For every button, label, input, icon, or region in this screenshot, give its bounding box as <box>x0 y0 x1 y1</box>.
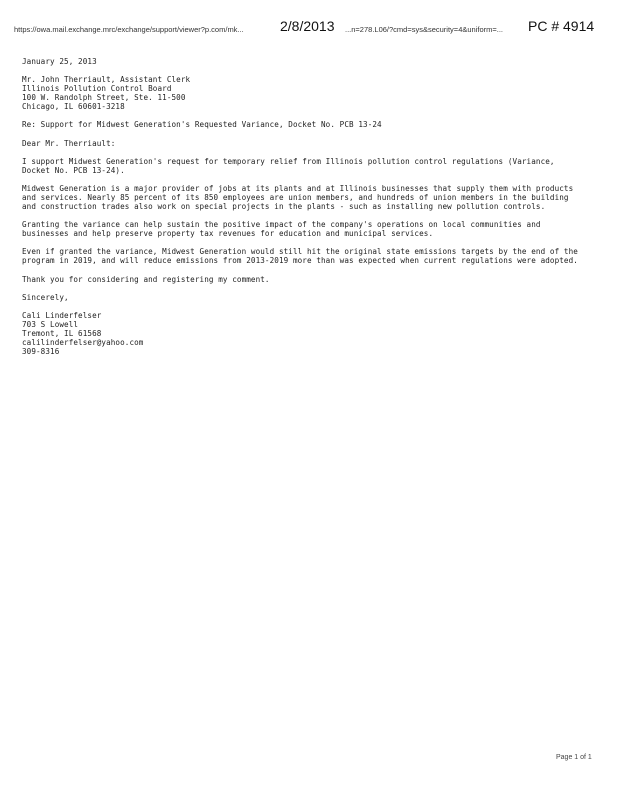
letter-body <box>22 57 582 365</box>
signature-line: 309-8316 <box>22 347 60 357</box>
signature-line: Cali Linderfelser <box>22 310 102 320</box>
signature-block <box>22 311 582 356</box>
letter-date: January 25, 2013 <box>22 57 97 66</box>
paragraph: I support Midwest Generation's request for temporary relief from Illinois pollution control regulations (Variance, Docket No. PCB 13-24). <box>22 156 560 175</box>
header-date: 2/8/2013 <box>280 18 335 34</box>
subject-line: Re: Support for Midwest Generation's Requested Variance, Docket No. PCB 13-24 <box>22 120 382 130</box>
salutation: Dear Mr. Therriault: <box>22 138 116 148</box>
header-url-left: https://owa.mail.exchange.mrc/exchange/support/viewer?p.com/mk... <box>14 25 244 34</box>
signature-line: calilinderfelser@yahoo.com <box>22 337 144 347</box>
paragraph: Thank you for considering and registering my comment. <box>22 274 270 284</box>
paragraph: Even if granted the variance, Midwest Generation would still hit the original state emissions targets by the end of the program in 2019, and will reduce emissions from 2013-2019 more than was expected when current regulations were adopted. <box>22 247 583 266</box>
page-number: Page 1 of 1 <box>556 754 592 761</box>
pc-number: PC # 4914 <box>528 18 595 34</box>
closing: Sincerely, <box>22 292 69 302</box>
recipient-line: Mr. John Therriault, Assistant Clerk <box>22 75 191 85</box>
recipient-line: 100 W. Randolph Street, Ste. 11-500 <box>22 93 186 103</box>
recipient-line: Chicago, IL 60601-3218 <box>22 102 125 112</box>
fax-header <box>14 18 604 38</box>
paragraph: Granting the variance can help sustain the positive impact of the company's operations on local communities and businesses and help preserve property tax revenues for education and municipal services. <box>22 220 546 239</box>
signature-line: 703 S Lowell <box>22 319 79 329</box>
header-url-right: ...n=278.L06/?cmd=sys&security=4&uniform=... <box>345 25 504 34</box>
recipient-address <box>22 75 582 111</box>
paragraph: Midwest Generation is a major provider of jobs at its plants and at Illinois businesses that supply them with products and services. Nearly 85 percent of its 850 employees are union members, and hundreds of union members in the building and construction trades also work on special projects in the plants - such as installing new pollution controls. <box>22 183 578 212</box>
signature-line: Tremont, IL 61568 <box>22 328 102 338</box>
recipient-line: Illinois Pollution Control Board <box>22 84 172 94</box>
